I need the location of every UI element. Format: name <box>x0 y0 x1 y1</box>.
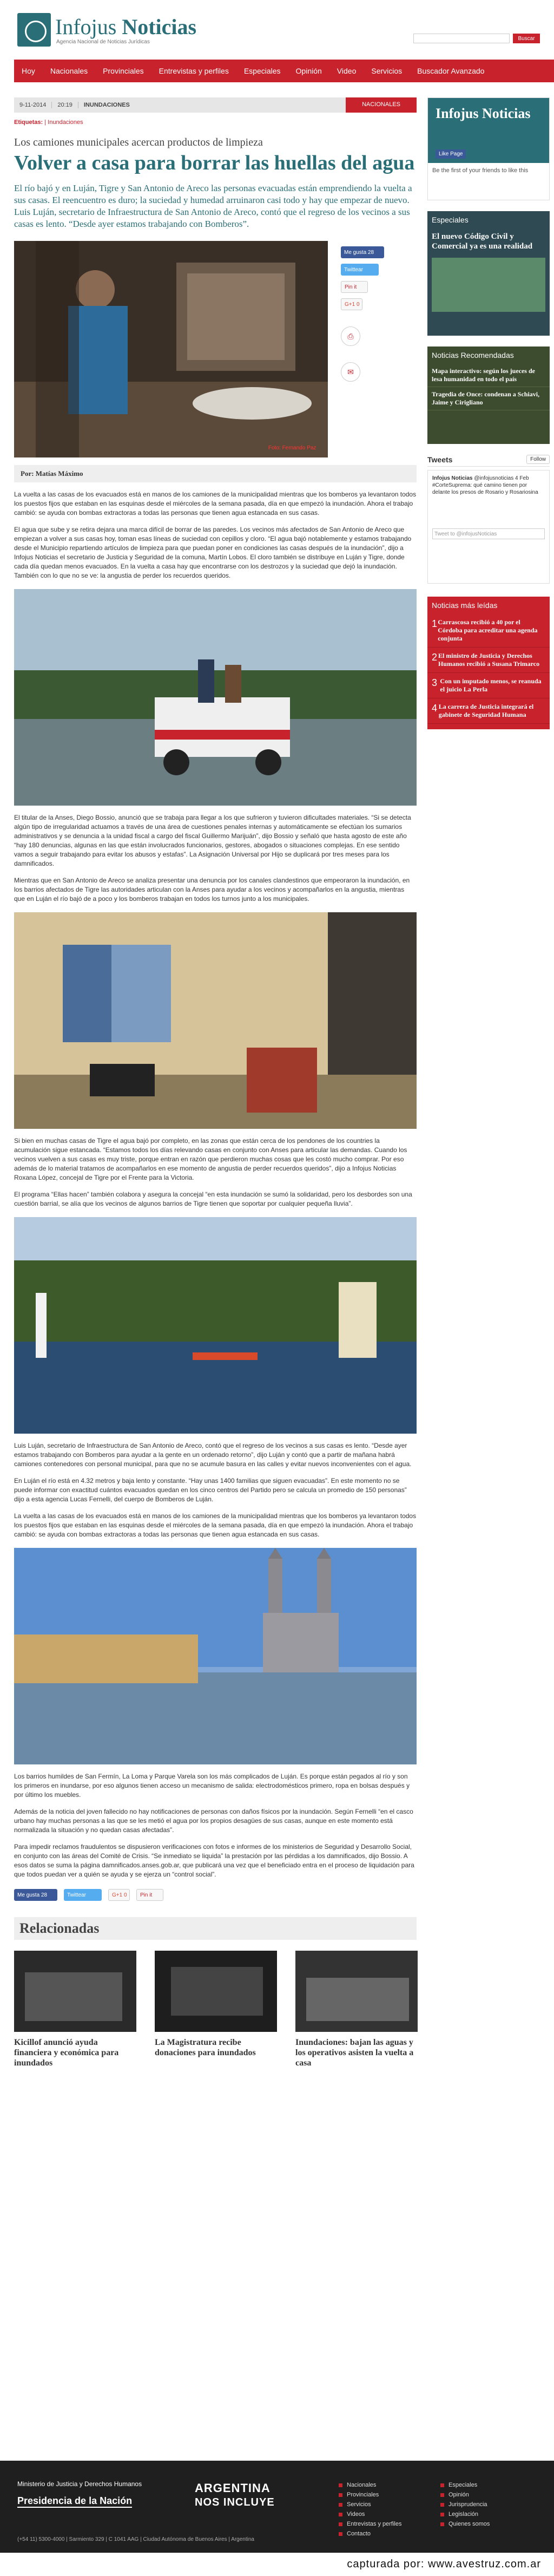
footer-presidency: Presidencia de la Nación <box>17 2495 132 2508</box>
print-icon[interactable]: ⎙ <box>341 326 360 346</box>
footer-link[interactable]: Videos <box>339 2509 401 2519</box>
facebook-cover <box>428 98 549 163</box>
article-paragraph: El agua que sube y se retira dejara una marca difícil de borrar de las paredes. Los vecinos más afectados de San Antonio de Areco que empiezan a volver a sus casas hoy, toman esas líneas de suciedad con cepillos y cloro. “El agua bajó notablemente y estamos trabajando desde el Municipio repartiendo artículos de limpieza para que puedan poner en condiciones las casas después de la inundación”, dijo a Infojus Noticias el secretario de Justicia y Seguridad de la comuna, Martín Lobos. El cloro también se distribuye en Luján y Tigre, donde cada día quedan menos evacuados. En la vuelta a casa hay que encontrarse con los destrozos y la suciedad que dejó la inundación. También con lo que no se ve: la angustia de perder los recuerdos queridos. <box>14 526 412 579</box>
most-read-item[interactable]: 1 Carrascosa recibió a 40 por el Córdoba para acreditar una agenda conjunta <box>427 614 550 648</box>
email-icon[interactable]: ✉ <box>341 362 360 382</box>
capture-watermark: capturada por: www.avestruz.com.ar <box>0 2553 554 2576</box>
nav-item[interactable]: Hoy <box>22 67 35 75</box>
google-plus-button[interactable]: G+1 0 <box>108 1889 130 1901</box>
tweet-date: 4 Feb <box>515 475 529 481</box>
nav-item[interactable]: Entrevistas y perfiles <box>159 67 229 75</box>
article-photo-boat <box>14 1217 417 1434</box>
especiales-image[interactable] <box>432 258 545 312</box>
article-date: 9-11-2014 <box>14 102 52 108</box>
related-image[interactable] <box>14 1951 136 2032</box>
article-paragraph: El programa “Ellas hacen” también colabora y asegura la concejal “en esta inundación se sumó la solidaridad, pero los desbordes son una cuestión barrial, se alía que los vecinos de algunos barrios de Tigre tienen que soportar por cualquier pequeña lluvia”. <box>14 1191 412 1207</box>
most-read-item[interactable]: 3 Con un imputado menos, se reanuda el juicio La Perla <box>427 673 550 698</box>
footer-link[interactable]: Servicios <box>339 2500 401 2509</box>
article-time: 20:19 <box>52 102 78 108</box>
nav-item[interactable]: Video <box>337 67 357 75</box>
footer-link[interactable]: Opinión <box>440 2490 490 2500</box>
article-tags: Etiquetas: | Inundaciones <box>14 119 83 126</box>
article-paragraph: Luis Luján, secretario de Infraestructura de San Antonio de Areco, contó que el regreso de los vecinos a sus casas es lento. “Desde ayer estamos trabajando con Bomberos para ayudar a la gente en un ordenado retorno”, dijo Luján y contó que a partir de mañana habrá camiones contenedores con personal municipal, para que no se acumule basura en las calles y evitar nuevos inconvenientes con el agua. <box>14 1442 412 1468</box>
tweet-text: #CorteSuprema: qué camino tienen por delante los presos de Rosario y Rosariosina <box>432 482 538 495</box>
search-bar <box>413 34 540 43</box>
related-heading: Relacionadas <box>14 1917 417 1940</box>
footer-link[interactable]: Contacto <box>339 2529 401 2539</box>
footer-link[interactable]: Quienes somos <box>440 2519 490 2529</box>
photo-credit: Foto: Fernando Paz <box>268 445 316 451</box>
facebook-widget-text: Be the first of your friends to like this <box>432 167 529 174</box>
footer-links-left <box>339 2480 401 2539</box>
article <box>14 97 417 2068</box>
logo-subtitle: Agencia Nacional de Noticias Jurídicas <box>56 38 150 45</box>
footer-link[interactable]: Entrevistas y perfiles <box>339 2519 401 2529</box>
twitter-follow-button[interactable]: Follow <box>526 455 550 464</box>
tweet-timeline <box>427 470 550 584</box>
article-photo-house <box>14 912 417 1129</box>
nav-item[interactable]: Nacionales <box>50 67 88 75</box>
most-read-item[interactable]: 4 La carrera de Justicia integrará el gabinete de Seguridad Humana <box>427 698 550 724</box>
site-footer <box>0 2461 554 2553</box>
article-main-photo <box>14 241 328 457</box>
article-lead: El río bajó y en Luján, Tigre y San Antonio de Areco las personas evacuadas están emprendiendo la vuelta a sus casas. El reencuentro es duro; la suciedad y humedad arruinaron casi todo y hay que empezar de nuevo. Luis Luján, secretario de Infraestructura de San Antonio de Areco, contó que el regreso de los vecinos a sus casas es lento. “Desde ayer estamos trabajando con Bomberos”. <box>14 183 412 229</box>
article-paragraph: El titular de la Anses, Diego Bossio, anunció que se trabaja para llegar a los que sufrieron y tuvieron dificultades materiales. “Si se detecta algún tipo de irregularidad actuamos a través de una área de cuestiones penales internas y automáticamente se efectúan los sumarios administrativos y se denuncia a la unidad fiscal a cargo del fiscal Guillermo Marijuán”, dijo Bossio y señaló que hasta agosto de este año “hay 180 denuncias, algunas en las que están involucrados funcionarios, gestores, abogados o situaciones complejas. En ese sentido vamos a seguir trabajando para evitar los abusos y estafas”. La Asignación Universal por Hijo se duplicará por tres meses para los damnificados. <box>14 814 411 867</box>
facebook-like-button[interactable]: Me gusta 28 <box>14 1889 57 1901</box>
footer-argentina-tagline: NOS INCLUYE <box>195 2496 275 2508</box>
recomendadas-block <box>427 346 550 444</box>
article-title: Volver a casa para borrar las huellas del agua <box>14 152 415 174</box>
tweet-to-input[interactable]: Tweet to @infojusNoticias <box>432 528 545 539</box>
especiales-title[interactable]: El nuevo Código Civil y Comercial ya es una realidad <box>432 232 533 251</box>
related-item[interactable] <box>295 1951 418 2068</box>
pinterest-button[interactable]: Pin it <box>136 1889 163 1901</box>
article-meta <box>14 97 417 113</box>
logo-title: Infojus Noticias <box>55 14 197 39</box>
tweets-title: Tweets <box>427 455 453 464</box>
site-logo[interactable] <box>17 13 196 47</box>
recomendadas-item[interactable]: Tragedia de Once: condenan a Schiavi, Jaime y Cirigliano <box>427 387 550 410</box>
related-image[interactable] <box>155 1951 277 2032</box>
related-item[interactable] <box>14 1951 136 2068</box>
article-paragraph: Los barrios humildes de San Fermín, La Loma y Parque Varela son los más complicados de Luján. Es porque están pegados al río y son los primeros en inundarse, por eso algunos tienen acceso un mecanismo de salida: electrodomésticos primero, ropa en bolsas después y por último los muebles. <box>14 1773 410 1799</box>
footer-argentina: ARGENTINA <box>195 2481 271 2495</box>
tweets-header <box>427 455 550 467</box>
twitter-share-button[interactable]: Twittear <box>64 1889 102 1901</box>
facebook-widget <box>427 97 550 200</box>
search-input[interactable] <box>413 34 510 43</box>
section-badge[interactable]: NACIONALES <box>346 97 417 113</box>
related-title[interactable]: Inundaciones: bajan las aguas y los operativos asisten la vuelta a casa <box>295 2038 414 2068</box>
share-column <box>341 241 411 457</box>
footer-link[interactable]: Jurisprudencia <box>440 2500 490 2509</box>
especiales-block <box>427 211 550 336</box>
search-button[interactable]: Buscar <box>513 34 540 43</box>
footer-link[interactable]: Especiales <box>440 2480 490 2490</box>
footer-link[interactable]: Nacionales <box>339 2480 401 2490</box>
sidebar <box>427 97 550 2068</box>
article-paragraph: La vuelta a las casas de los evacuados está en manos de los camiones de la municipalidad mientras que los bomberos ya levantaron todos los puestos fijos que estaban en las esquinas desde el miércoles de la semana pasada, día en que empezó la inundación. Ahora el trabajo cambió: se ayuda con bombas extractoras a todas las personas que tienen agua estancada en sus casas. <box>14 1512 417 1538</box>
related-image[interactable] <box>295 1951 418 2032</box>
twitter-share-button[interactable]: Twittear <box>341 264 379 276</box>
related-title[interactable]: Kicillof anunció ayuda financiera y económica para inundados <box>14 2038 119 2068</box>
especiales-label: Especiales <box>432 215 469 224</box>
article-paragraph: La vuelta a las casas de los evacuados está en manos de los camiones de la municipalidad mientras que los bomberos ya levantaron todos los puestos fijos que estaban en las esquinas desde el miércoles de la semana pasada, día en que empezó la inundación. Ahora el trabajo cambió: se ayuda con bombas extractoras a todas las personas que tienen agua estancada en sus casas. <box>14 491 417 516</box>
most-read-label: Noticias más leídas <box>432 601 498 610</box>
nav-item[interactable]: Servicios <box>371 67 403 75</box>
share-bar-bottom <box>14 1889 417 1901</box>
tweet-author[interactable]: Infojus Noticias <box>432 475 473 481</box>
footer-link[interactable]: Legislación <box>440 2509 490 2519</box>
footer-ministry: Ministerio de Justicia y Derechos Humanos <box>17 2480 142 2488</box>
article-paragraph: Para impedir reclamos fraudulentos se dispusieron verificaciones con fotos e informes de los ministerios de Seguridad y Desarrollo Social, en conjunto con las áreas del Comité de Crisis. “Se inmediato se liquida” la prestación por las pérdidas a los damnificados, dijo Bossio. A esos datos se suma la página damnificados.anses.gob.ar, que publicará una vez que el beneficiado entra en el proceso de liquidación para que todos puedan ver a quién se ayuda y se ejerza un “control social”. <box>14 1843 414 1878</box>
article-paragraph: Mientras que en San Antonio de Areco se analiza presentar una denuncia por los canales clandestinos que empeoraron la inundación, en los barrios afectados de Tigre las autoridades articulan con la Anses para ayudar a los vecinos y acompañarlos en la angustia, mientras que en Luján el río bajó de a poco y los bomberos trabajan en todos los turnos junto a los municipales. <box>14 877 410 903</box>
footer-link[interactable]: Provinciales <box>339 2490 401 2500</box>
nav-item[interactable]: Buscador Avanzado <box>417 67 485 75</box>
pinterest-button[interactable]: Pin it <box>341 281 368 293</box>
related-list <box>14 1951 417 2068</box>
most-read-item[interactable]: 2 El ministro de Justicia y Derechos Humanos recibió a Susana Trimarco <box>427 648 550 673</box>
byline: Por: Matías Máximo <box>14 465 417 482</box>
footer-links-right <box>440 2480 490 2529</box>
recomendadas-label: Noticias Recomendadas <box>432 351 514 359</box>
related-title[interactable]: La Magistratura recibe donaciones para inundados <box>155 2038 256 2057</box>
nav-item[interactable]: Especiales <box>243 67 281 75</box>
facebook-page-title[interactable]: Infojus Noticias <box>436 106 531 121</box>
logo-icon <box>17 13 51 47</box>
google-plus-button[interactable]: G+1 0 <box>341 298 362 310</box>
article-photo-truck <box>14 589 417 806</box>
related-item[interactable] <box>155 1951 277 2068</box>
most-read-block <box>427 597 550 729</box>
tag-link[interactable]: Inundaciones <box>48 119 83 126</box>
facebook-like-button[interactable]: Me gusta 28 <box>341 246 384 258</box>
article-kicker: Los camiones municipales acercan productos de limpieza <box>14 136 263 148</box>
article-paragraph: En Luján el río está en 4.32 metros y baja lento y constante. “Hay unas 1400 familias que siguen evacuadas”. En este momento no se puede informar con exactitud cuántos evacuados quedan en los cinco centros del Partido pero se calcula un promedio de 150 personas” dijo a esta agencia Lucas Fernelli, del cuerpo de Bomberos de Luján. <box>14 1477 407 1503</box>
tweet-handle[interactable]: @infojusnoticias <box>474 475 514 481</box>
article-section[interactable]: INUNDACIONES <box>83 102 130 108</box>
footer-address: (+54 11) 5300-4000 | Sarmiento 329 | C 1041 AAG | Ciudad Autónoma de Buenos Aires | Argentina <box>17 2536 254 2542</box>
recomendadas-item[interactable]: Mapa interactivo: según los jueces de lesa humanidad en todo el país <box>427 364 550 387</box>
article-photo-basilica <box>14 1548 417 1764</box>
nav-item[interactable]: Provinciales <box>103 67 144 75</box>
main-nav <box>14 60 554 82</box>
facebook-page-like-button[interactable]: Like Page <box>436 149 466 159</box>
article-paragraph: Si bien en muchas casas de Tigre el agua bajó por completo, en las zonas que están cerca de los pendones de los countries la acumulación sigue estancada. “Estamos todos los días relevando casas en conjunto con Anses para articular las demandas. Cuando los vecinos vuelven a sus casas es muy triste, porque entran en razón que perdieron muchas cosas que les costó mucho comprar. Por eso además de lo material tratamos de acompañarlos en ese momento de angustia de perder recuerdos queridos”, dijo a Infojus Noticias Roxana López, concejal de Tigre por el Frente para la Victoria. <box>14 1137 407 1181</box>
site-header <box>0 0 554 60</box>
nav-item[interactable]: Opinión <box>295 67 322 75</box>
article-paragraph: Además de la noticia del joven fallecido no hay notificaciones de personas con daños físicos por la inundación. Según Fernelli “en el casco urbano hay muchas personas a las que se les metió el agua por los propios desagües de sus casas, aunque en este momento está normalizada la situación y no quedan casas afectadas”. <box>14 1808 413 1834</box>
